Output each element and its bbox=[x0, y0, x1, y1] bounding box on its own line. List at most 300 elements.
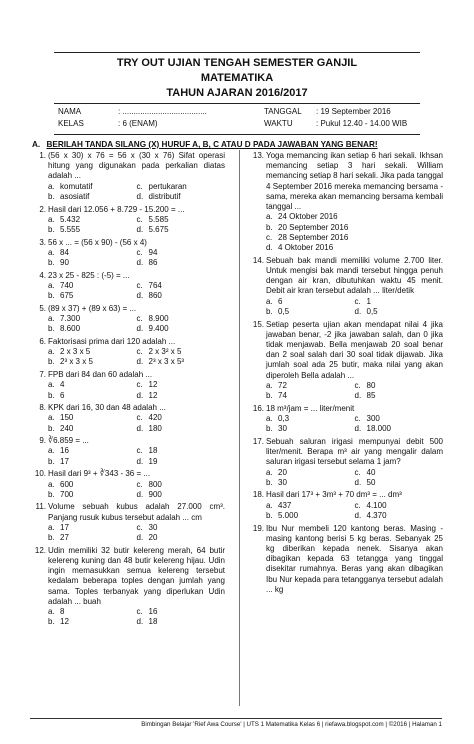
answer-options bbox=[266, 297, 443, 317]
answer-option bbox=[266, 414, 355, 424]
answer-option bbox=[266, 381, 355, 391]
question-number: 16. bbox=[252, 403, 264, 413]
option-letter: a. bbox=[48, 314, 55, 324]
option-text: 5.432 bbox=[60, 214, 81, 224]
answer-options bbox=[266, 501, 443, 521]
answer-option bbox=[266, 391, 355, 401]
option-text: 4 bbox=[60, 380, 65, 390]
answer-option bbox=[137, 446, 226, 456]
answer-option bbox=[48, 533, 137, 543]
option-text: komutatif bbox=[60, 181, 93, 191]
option-letter: b. bbox=[48, 533, 55, 543]
answer-options bbox=[48, 413, 225, 433]
option-text: 600 bbox=[60, 479, 74, 489]
option-letter: a. bbox=[48, 607, 55, 617]
option-letter: d. bbox=[136, 258, 144, 268]
answer-option bbox=[137, 480, 226, 490]
question-number: 6. bbox=[39, 336, 46, 346]
question bbox=[248, 437, 443, 488]
option-letter: a. bbox=[48, 446, 55, 456]
option-letter: c. bbox=[136, 280, 143, 290]
option-text: 12 bbox=[148, 380, 158, 390]
question bbox=[248, 256, 443, 317]
option-letter: d. bbox=[136, 225, 144, 235]
option-text: 27 bbox=[60, 533, 69, 543]
question-number: 19. bbox=[252, 523, 264, 533]
answer-option bbox=[48, 424, 137, 434]
question-number: 8. bbox=[39, 403, 46, 413]
option-letter: b. bbox=[48, 191, 55, 201]
option-letter: d. bbox=[136, 533, 144, 543]
option-text: 20 bbox=[148, 533, 158, 543]
answer-option bbox=[48, 380, 137, 390]
answer-option bbox=[355, 381, 444, 391]
question bbox=[30, 546, 225, 628]
option-letter: c. bbox=[354, 500, 361, 510]
option-letter: b. bbox=[266, 222, 273, 232]
option-text: 900 bbox=[148, 489, 162, 499]
answer-options bbox=[48, 523, 225, 543]
answer-option bbox=[48, 225, 137, 235]
option-text: 12 bbox=[60, 617, 69, 627]
option-letter: d. bbox=[136, 423, 144, 433]
question-text: KPK dari 16, 30 dan 48 adalah ... bbox=[48, 403, 166, 413]
option-letter: a. bbox=[48, 413, 55, 423]
option-letter: c. bbox=[354, 296, 361, 306]
answer-options bbox=[48, 607, 225, 627]
option-text: 800 bbox=[148, 479, 162, 489]
option-letter: d. bbox=[136, 357, 144, 367]
option-letter: a. bbox=[48, 479, 55, 489]
question-text: (56 x 30) x 76 = 56 x (30 x 76) Sifat operasi hitung yang digunakan pada perkalian diatas adalah ... bbox=[48, 151, 225, 181]
option-letter: a. bbox=[48, 214, 55, 224]
question-number: 1. bbox=[39, 151, 46, 160]
column-divider bbox=[239, 150, 240, 706]
option-letter: b. bbox=[266, 391, 273, 401]
answer-options bbox=[48, 347, 225, 367]
question-number: 18. bbox=[252, 490, 264, 500]
option-text: 240 bbox=[60, 423, 74, 433]
section-letter: A. bbox=[32, 140, 41, 149]
question-number: 7. bbox=[39, 370, 46, 380]
option-letter: c. bbox=[136, 479, 143, 489]
option-text: 16 bbox=[60, 446, 69, 456]
question-text: ∛6.859 = ... bbox=[48, 436, 89, 446]
option-letter: c. bbox=[136, 413, 143, 423]
option-text: 90 bbox=[60, 258, 69, 268]
option-letter: c. bbox=[354, 380, 361, 390]
option-letter: b. bbox=[48, 390, 55, 400]
answer-option bbox=[137, 457, 226, 467]
option-letter: c. bbox=[136, 522, 143, 532]
answer-options bbox=[48, 446, 225, 466]
option-text: 28 September 2016 bbox=[278, 232, 349, 242]
nama-label: NAMA bbox=[58, 107, 82, 116]
option-text: 1 bbox=[366, 296, 371, 306]
option-letter: c. bbox=[136, 607, 143, 617]
question-number: 5. bbox=[39, 303, 46, 313]
answer-option bbox=[137, 281, 226, 291]
option-letter: d. bbox=[354, 306, 362, 316]
option-letter: a. bbox=[48, 347, 55, 357]
question-text: Ibu Nur membeli 120 kantong beras. Masing - masing kantong berisi 5 kg beras. Sebanyak 25 kg diberikan kepada nenek. Sisanya akan dibagikan kepada 63 tetangga yang tinggal disekitar rumahnya. Beras yang akan dibagikan Ibu Nur kepada para tetangganya tersebut adalah ... kg bbox=[266, 523, 443, 594]
option-text: 150 bbox=[60, 413, 74, 423]
answer-option bbox=[48, 490, 137, 500]
answer-option bbox=[48, 413, 137, 423]
answer-options bbox=[266, 414, 443, 434]
answer-option bbox=[48, 617, 137, 627]
option-text: 16 bbox=[148, 607, 158, 617]
option-text: 2³ x 3 x 5³ bbox=[148, 357, 185, 367]
option-letter: c. bbox=[136, 181, 143, 191]
answer-option bbox=[48, 215, 137, 225]
option-letter: b. bbox=[48, 291, 55, 301]
option-letter: a. bbox=[48, 280, 55, 290]
option-letter: d. bbox=[266, 243, 273, 253]
option-letter: d. bbox=[136, 191, 144, 201]
answer-option bbox=[48, 347, 137, 357]
option-text: 8.900 bbox=[148, 314, 169, 324]
question bbox=[30, 271, 225, 302]
option-letter: b. bbox=[48, 456, 55, 466]
option-text: 9.400 bbox=[148, 324, 169, 334]
question bbox=[30, 337, 225, 368]
nama-value: : ...................................... bbox=[118, 107, 207, 116]
answer-option bbox=[137, 523, 226, 533]
option-text: 18.000 bbox=[366, 424, 391, 434]
option-letter: b. bbox=[48, 357, 55, 367]
answer-option bbox=[137, 258, 226, 268]
answer-options bbox=[48, 182, 225, 202]
question bbox=[30, 151, 225, 202]
option-text: 7.300 bbox=[60, 314, 81, 324]
option-letter: a. bbox=[266, 212, 273, 222]
footer-rule bbox=[30, 718, 442, 719]
answer-option bbox=[137, 182, 226, 192]
answer-options bbox=[266, 381, 443, 401]
question bbox=[30, 205, 225, 236]
question bbox=[248, 320, 443, 402]
option-letter: c. bbox=[354, 414, 361, 424]
option-text: 20 bbox=[278, 467, 287, 477]
tanggal-label: TANGGAL bbox=[264, 107, 302, 116]
option-letter: d. bbox=[136, 390, 144, 400]
answer-option bbox=[266, 212, 443, 222]
question bbox=[248, 404, 443, 435]
answer-option bbox=[137, 391, 226, 401]
question bbox=[248, 524, 443, 596]
option-text: 764 bbox=[148, 280, 162, 290]
answer-option bbox=[137, 314, 226, 324]
answer-option bbox=[48, 523, 137, 533]
option-text: 40 bbox=[366, 467, 376, 477]
kelas-value: : 6 (ENAM) bbox=[118, 119, 158, 128]
option-letter: d. bbox=[136, 291, 144, 301]
option-letter: a. bbox=[48, 247, 55, 257]
option-letter: d. bbox=[354, 391, 362, 401]
answer-option bbox=[355, 414, 444, 424]
answer-option bbox=[48, 391, 137, 401]
option-text: 300 bbox=[366, 414, 380, 424]
question bbox=[30, 403, 225, 434]
identity-row-2 bbox=[54, 119, 420, 130]
option-letter: b. bbox=[48, 617, 55, 627]
option-text: 0,3 bbox=[278, 414, 290, 424]
option-letter: a. bbox=[266, 500, 273, 510]
question-number: 10. bbox=[34, 469, 46, 479]
question-text: Yoga memancing ikan setiap 6 hari sekali. Ikhsan memancing setiap 3 hari sekali. William memancing setiap 8 hari sekali. Jika pada tanggal 4 September 2016 mereka memancing bersama - sama, mereka akan memancing bersama kembali tanggal ... bbox=[266, 151, 443, 212]
option-text: 2 x 3 x 5 bbox=[60, 347, 91, 357]
answer-option bbox=[48, 357, 137, 367]
answer-option bbox=[137, 215, 226, 225]
option-text: 5.000 bbox=[278, 510, 299, 520]
question-number: 15. bbox=[252, 319, 264, 329]
option-letter: c. bbox=[136, 247, 143, 257]
question-number: 2. bbox=[39, 204, 46, 214]
answer-option bbox=[48, 446, 137, 456]
question-text: Udin memiliki 32 butir kelereng merah, 64 butir kelereng kuning dan 48 butir kelereng hijau. Udin ingin memasukkan semua kelereng tersebut kedalam beberapa toples dengan jumlah yang sama. Toples terbanyak yang diperlukan Udin adalah ... buah bbox=[48, 545, 225, 606]
option-letter: b. bbox=[266, 306, 273, 316]
option-letter: a. bbox=[48, 522, 55, 532]
answer-options bbox=[48, 281, 225, 301]
option-text: 5.585 bbox=[148, 214, 169, 224]
kelas-label: KELAS bbox=[58, 119, 84, 128]
question-number: 13. bbox=[252, 151, 264, 160]
questions-right-column bbox=[248, 151, 443, 598]
answer-option bbox=[355, 307, 444, 317]
answer-option bbox=[266, 468, 355, 478]
option-text: 18 bbox=[148, 446, 158, 456]
answer-option bbox=[266, 478, 355, 488]
option-text: 4 Oktober 2016 bbox=[278, 243, 334, 253]
question-number: 14. bbox=[252, 255, 264, 265]
option-text: 17 bbox=[60, 522, 69, 532]
answer-option bbox=[355, 501, 444, 511]
answer-option bbox=[48, 258, 137, 268]
answer-option bbox=[137, 424, 226, 434]
option-text: 84 bbox=[60, 247, 69, 257]
option-letter: d. bbox=[136, 489, 144, 499]
question-text: 18 m³/jam = ... liter/menit bbox=[266, 403, 355, 413]
option-text: 12 bbox=[148, 390, 158, 400]
answer-option bbox=[137, 357, 226, 367]
option-letter: a. bbox=[48, 380, 55, 390]
option-text: 675 bbox=[60, 291, 74, 301]
answer-option bbox=[137, 380, 226, 390]
answer-option bbox=[137, 324, 226, 334]
answer-option bbox=[48, 281, 137, 291]
question-text: 23 x 25 - 825 : (-5) = ... bbox=[48, 270, 130, 280]
option-text: 85 bbox=[366, 391, 376, 401]
answer-option bbox=[48, 291, 137, 301]
option-letter: b. bbox=[48, 489, 55, 499]
option-letter: c. bbox=[136, 214, 143, 224]
option-text: 8.600 bbox=[60, 324, 81, 334]
option-text: 2 x 3² x 5 bbox=[148, 347, 182, 357]
option-text: 50 bbox=[366, 477, 376, 487]
option-letter: c. bbox=[136, 380, 143, 390]
option-text: 30 bbox=[148, 522, 158, 532]
option-text: 19 bbox=[148, 456, 158, 466]
answer-options bbox=[48, 480, 225, 500]
option-text: distributif bbox=[148, 191, 181, 201]
option-letter: c. bbox=[136, 314, 143, 324]
option-text: 6 bbox=[60, 390, 65, 400]
option-letter: c. bbox=[354, 467, 361, 477]
option-letter: c. bbox=[136, 446, 143, 456]
section-instruction: BERILAH TANDA SILANG (X) HURUF A, B, C ATAU D PADA JAWABAN YANG BENAR! bbox=[46, 140, 378, 149]
answer-option bbox=[266, 501, 355, 511]
answer-options bbox=[48, 248, 225, 268]
question bbox=[30, 469, 225, 500]
option-letter: a. bbox=[266, 296, 273, 306]
answer-option bbox=[137, 225, 226, 235]
answer-options bbox=[48, 380, 225, 400]
option-text: 437 bbox=[278, 500, 292, 510]
answer-option bbox=[266, 424, 355, 434]
option-letter: d. bbox=[354, 424, 362, 434]
question-text: FPB dari 84 dan 60 adalah ... bbox=[48, 370, 153, 380]
answer-option bbox=[48, 324, 137, 334]
answer-options bbox=[48, 215, 225, 235]
option-letter: b. bbox=[266, 477, 273, 487]
option-text: 4.370 bbox=[366, 510, 387, 520]
question-text: Sebuah saluran irigasi mempunyai debit 500 liter/menit. Berapa m³ air yang mengalir dalam saluran irigasi tersebut selama 1 jam? bbox=[266, 436, 443, 467]
option-letter: d. bbox=[354, 477, 362, 487]
exam-title: TRY OUT UJIAN TENGAH SEMESTER GANJIL bbox=[116, 57, 358, 69]
answer-options bbox=[48, 314, 225, 334]
option-text: 860 bbox=[148, 291, 162, 301]
option-text: 24 Oktober 2016 bbox=[278, 212, 338, 222]
option-text: 5.675 bbox=[148, 225, 169, 235]
answer-option bbox=[137, 291, 226, 301]
question bbox=[30, 304, 225, 335]
answer-option bbox=[48, 457, 137, 467]
question-text: 56 x ... = (56 x 90) - (56 x 4) bbox=[48, 237, 147, 247]
answer-option bbox=[355, 478, 444, 488]
answer-option bbox=[137, 248, 226, 258]
question bbox=[30, 436, 225, 467]
option-text: 17 bbox=[60, 456, 69, 466]
option-letter: d. bbox=[354, 510, 362, 520]
answer-option bbox=[266, 297, 355, 307]
tanggal-value: : 19 September 2016 bbox=[316, 107, 391, 116]
question-number: 12. bbox=[34, 545, 46, 555]
question-text: Volume sebuah kubus adalah 27.000 cm³. Panjang rusuk kubus tersebut adalah ... cm bbox=[48, 502, 225, 522]
answer-option bbox=[266, 243, 443, 253]
option-letter: c. bbox=[136, 347, 143, 357]
option-text: 5.555 bbox=[60, 225, 81, 235]
answer-option bbox=[137, 533, 226, 543]
option-text: 18 bbox=[148, 617, 158, 627]
answer-option bbox=[48, 314, 137, 324]
answer-option bbox=[266, 307, 355, 317]
question-text: Hasil dari 17³ + 3m³ + 70 dm³ = ... dm³ bbox=[266, 490, 402, 500]
answer-option bbox=[48, 248, 137, 258]
option-letter: a. bbox=[48, 181, 55, 191]
answer-option bbox=[355, 297, 444, 307]
question-text: Sebuah bak mandi memiliki volume 2.700 liter. Untuk mengisi bak mandi tersebut hingga penuh dengan air kran, dibutuhkan waktu 45 menit. Debit air kran tersebut adalah ... liter/detik bbox=[266, 255, 443, 296]
option-letter: a. bbox=[266, 414, 273, 424]
option-letter: b. bbox=[48, 225, 55, 235]
option-text: 6 bbox=[278, 296, 283, 306]
option-text: 0,5 bbox=[278, 306, 290, 316]
header-middle-rule bbox=[54, 103, 420, 104]
academic-year-title: TAHUN AJARAN 2016/2017 bbox=[166, 87, 308, 99]
option-letter: b. bbox=[266, 510, 273, 520]
option-text: 8 bbox=[60, 607, 65, 617]
identity-row-1 bbox=[54, 107, 420, 118]
option-letter: c. bbox=[266, 232, 273, 242]
questions-left-column bbox=[30, 151, 225, 630]
answer-option bbox=[137, 413, 226, 423]
option-text: 700 bbox=[60, 489, 74, 499]
answer-option bbox=[266, 511, 355, 521]
header-bottom-rule bbox=[54, 134, 420, 135]
option-text: 30 bbox=[278, 477, 287, 487]
answer-option bbox=[355, 468, 444, 478]
waktu-value: : Pukul 12.40 - 14.00 WIB bbox=[316, 119, 408, 128]
answer-option bbox=[137, 192, 226, 202]
option-text: asosiatif bbox=[60, 191, 90, 201]
answer-options bbox=[266, 468, 443, 488]
option-text: 420 bbox=[148, 413, 162, 423]
waktu-label: WAKTU bbox=[264, 119, 293, 128]
option-letter: a. bbox=[266, 467, 273, 477]
answer-option bbox=[48, 192, 137, 202]
answer-option bbox=[48, 607, 137, 617]
option-text: 72 bbox=[278, 380, 287, 390]
option-text: 30 bbox=[278, 424, 287, 434]
answer-option bbox=[137, 607, 226, 617]
option-text: pertukaran bbox=[148, 181, 187, 191]
question-text: (89 x 37) + (89 x 63) = ... bbox=[48, 303, 137, 313]
question-text: Hasil dari 9³ + ∛343 - 36 = ... bbox=[48, 469, 151, 479]
question-number: 17. bbox=[252, 436, 264, 446]
option-letter: a. bbox=[266, 380, 273, 390]
option-letter: b. bbox=[48, 258, 55, 268]
option-text: 74 bbox=[278, 391, 287, 401]
answer-option bbox=[137, 490, 226, 500]
answer-option bbox=[48, 182, 137, 192]
question bbox=[248, 151, 443, 253]
question-number: 11. bbox=[35, 502, 46, 512]
option-letter: b. bbox=[48, 423, 55, 433]
option-text: 20 September 2016 bbox=[278, 222, 349, 232]
subject-title: MATEMATIKA bbox=[200, 72, 274, 84]
answer-option bbox=[266, 223, 443, 233]
option-letter: d. bbox=[136, 324, 144, 334]
option-text: 4.100 bbox=[366, 500, 387, 510]
question-number: 4. bbox=[39, 270, 46, 280]
option-text: 740 bbox=[60, 280, 74, 290]
answer-option bbox=[355, 511, 444, 521]
question bbox=[248, 490, 443, 521]
question-text: Faktorisasi prima dari 120 adalah ... bbox=[48, 336, 176, 346]
question bbox=[30, 370, 225, 401]
option-text: 2³ x 3 x 5 bbox=[60, 357, 93, 367]
question-number: 9. bbox=[39, 436, 46, 446]
option-text: 80 bbox=[366, 380, 376, 390]
answer-option bbox=[266, 233, 443, 243]
option-letter: b. bbox=[48, 324, 55, 334]
option-letter: d. bbox=[136, 456, 144, 466]
question bbox=[30, 238, 225, 269]
question bbox=[30, 502, 225, 543]
answer-option bbox=[48, 480, 137, 490]
option-text: 0,5 bbox=[366, 306, 378, 316]
header-top-rule bbox=[54, 52, 420, 53]
